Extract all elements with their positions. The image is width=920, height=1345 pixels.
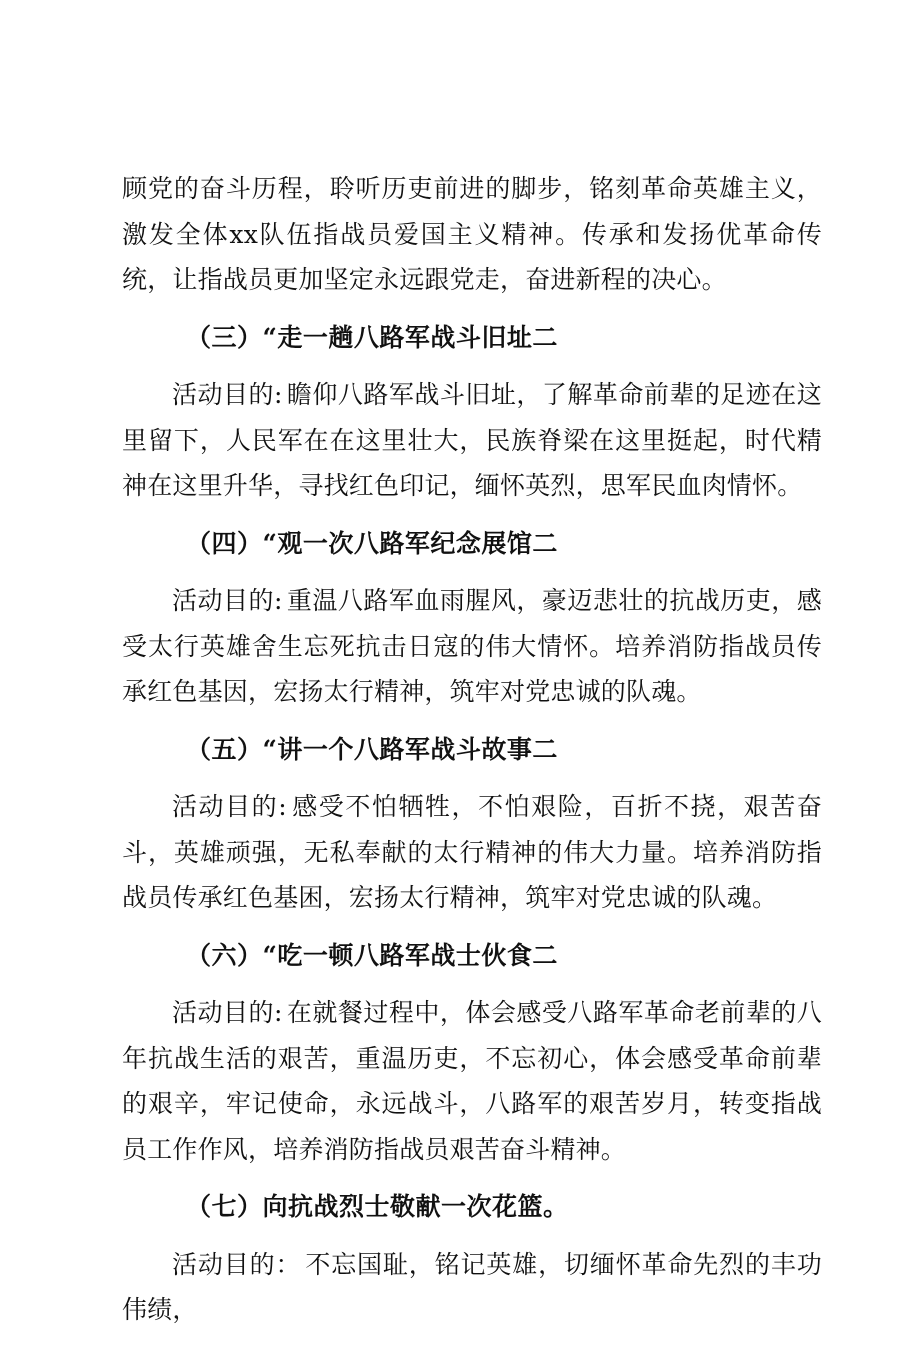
activity-purpose-label: 活动目的: bbox=[172, 792, 287, 821]
activity-purpose-label: 活动目的: bbox=[172, 380, 283, 409]
section-paragraph-3 bbox=[122, 372, 822, 509]
document-body bbox=[122, 166, 822, 1345]
section-body-text: 感受不怕牺牲，不怕艰险，百折不挠，艰苦奋斗，英雄顽强，无私奉献的太行精神的伟大力量。培养消防指战员传承红色基困，宏扬太行精神，筑牢对党忠诚的队魂。 bbox=[122, 792, 822, 912]
section-body-text: 重温八路军血雨腥风，豪迈悲壮的抗战历吏，感受太行英雄舍生忘死抗击日寇的伟大情怀。培养消防指战员传承红色基因，宏扬太行精神，筑牢对党忠诚的队魂。 bbox=[122, 586, 822, 706]
section-heading-4: （四）“观一次八路军纪念展馆二 bbox=[186, 528, 558, 558]
section-body-text: 瞻仰八路军战斗旧址，了解革命前辈的足迹在这里留下，人民军在在这里壮大，民族脊梁在这里挺起，时代精神在这里升华，寻找红色印记，缅怀英烈，思军民血肉情怀。 bbox=[122, 380, 822, 500]
section-paragraph-7 bbox=[122, 1242, 822, 1333]
activity-purpose-label: 活动目的： bbox=[172, 1249, 302, 1279]
section-heading-6: （六）“吃一顿八路军战士伙食二 bbox=[186, 940, 558, 970]
activity-purpose-label: 活动目的: bbox=[172, 586, 283, 615]
activity-purpose-label: 活动目的: bbox=[172, 998, 283, 1027]
section-heading-3: （三）“走一趟八路军战斗旧址二 bbox=[186, 322, 558, 352]
section-paragraph-5 bbox=[122, 784, 822, 921]
section-heading-5: （五）“讲一个八路军战斗故事二 bbox=[186, 734, 558, 764]
intro-paragraph: 顾党的奋斗历程，聆听历吏前进的脚步，铭刻革命英雄主义，激发全体xx队伍指战员爱国主义精神。传承和发扬优革命传统，让指战员更加坚定永远跟党走，奋进新程的决心。 bbox=[122, 174, 822, 294]
section-heading-7: （七）向抗战烈士敬献一次花篮。 bbox=[186, 1192, 569, 1221]
section-body-text: 不忘国耻，铭记英雄，切缅怀革命先烈的丰功伟绩， bbox=[122, 1249, 822, 1324]
section-body-text: 在就餐过程中，体会感受八路军革命老前辈的八年抗战生活的艰苦，重温历吏，不忘初心，体会感受革命前辈的艰辛，牢记使命，永远战斗，八路军的艰苦岁月，转变指战员工作作风，培养消防指战员艰苦奋斗精神。 bbox=[122, 998, 822, 1164]
section-paragraph-4 bbox=[122, 578, 822, 715]
section-paragraph-6 bbox=[122, 990, 822, 1172]
